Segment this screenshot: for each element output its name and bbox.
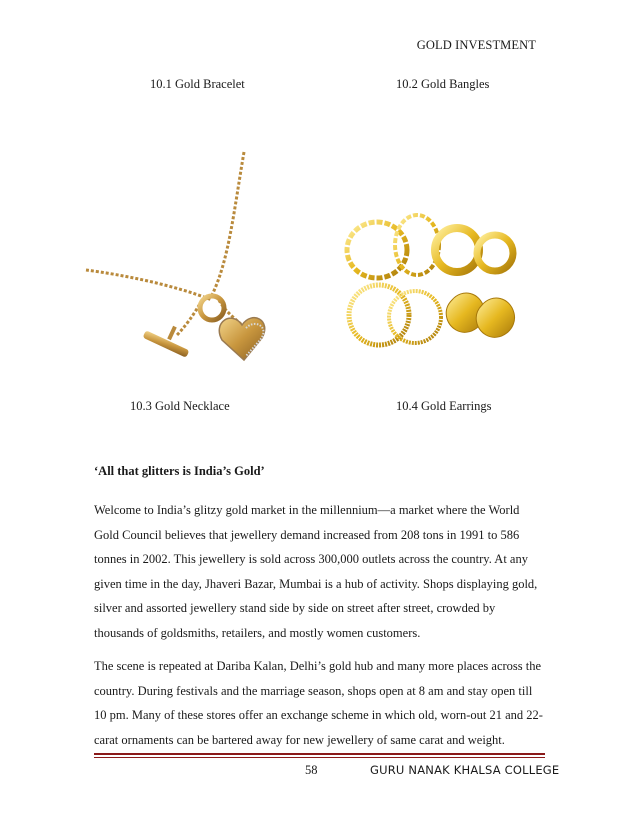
paragraph-2 xyxy=(94,654,546,752)
paragraph-line: silver and assorted jewellery stand side by side on street after street, crowded by xyxy=(94,601,496,615)
running-header: GOLD INVESTMENT xyxy=(416,38,536,52)
paragraph-line: Welcome to India’s glitzy gold market in the millennium—a market where the World xyxy=(94,503,520,517)
paragraph-line: Gold Council believes that jewellery demand increased from 208 tons in 1991 to 586 xyxy=(94,527,520,542)
paragraph-line: 10 pm. Many of these stores offer an exchange scheme in which old, worn-out 21 and 22- xyxy=(94,708,543,722)
paragraph-line: tonnes in 2002. This jewellery is sold across 300,000 outlets across the country. At any xyxy=(94,552,528,566)
caption-gold-earrings: 10.4 Gold Earrings xyxy=(396,399,492,413)
gold-bangles-earrings-image xyxy=(337,205,517,355)
caption-gold-bracelet: 10.1 Gold Bracelet xyxy=(150,77,245,91)
paragraph-line: carat ornaments can be bartered away for new jewellery of same carat and weight. xyxy=(94,732,505,747)
gold-necklace-image xyxy=(84,150,284,370)
caption-gold-bangles: 10.2 Gold Bangles xyxy=(396,77,490,91)
section-heading: ‘All that glitters is India’s Gold’ xyxy=(94,464,265,478)
paragraph-1 xyxy=(94,498,546,645)
page-number: 58 xyxy=(305,763,318,777)
paragraph-line: The scene is repeated at Dariba Kalan, Delhi’s gold hub and many more places across the xyxy=(94,659,542,673)
paragraph-line: given time in the day, Jhaveri Bazar, Mumbai is a hub of activity. Shops displaying gold, xyxy=(94,576,538,591)
footer-rule xyxy=(94,753,545,755)
paragraph-line: thousands of goldsmiths, retailers, and mostly women customers. xyxy=(94,625,421,640)
footer-rule-thin xyxy=(94,757,545,758)
paragraph-line: country. During festivals and the marriage season, shops open at 8 am and stay open till xyxy=(94,683,533,698)
caption-gold-necklace: 10.3 Gold Necklace xyxy=(130,399,230,413)
footer-college-name: GURU NANAK KHALSA COLLEGE xyxy=(370,763,560,777)
